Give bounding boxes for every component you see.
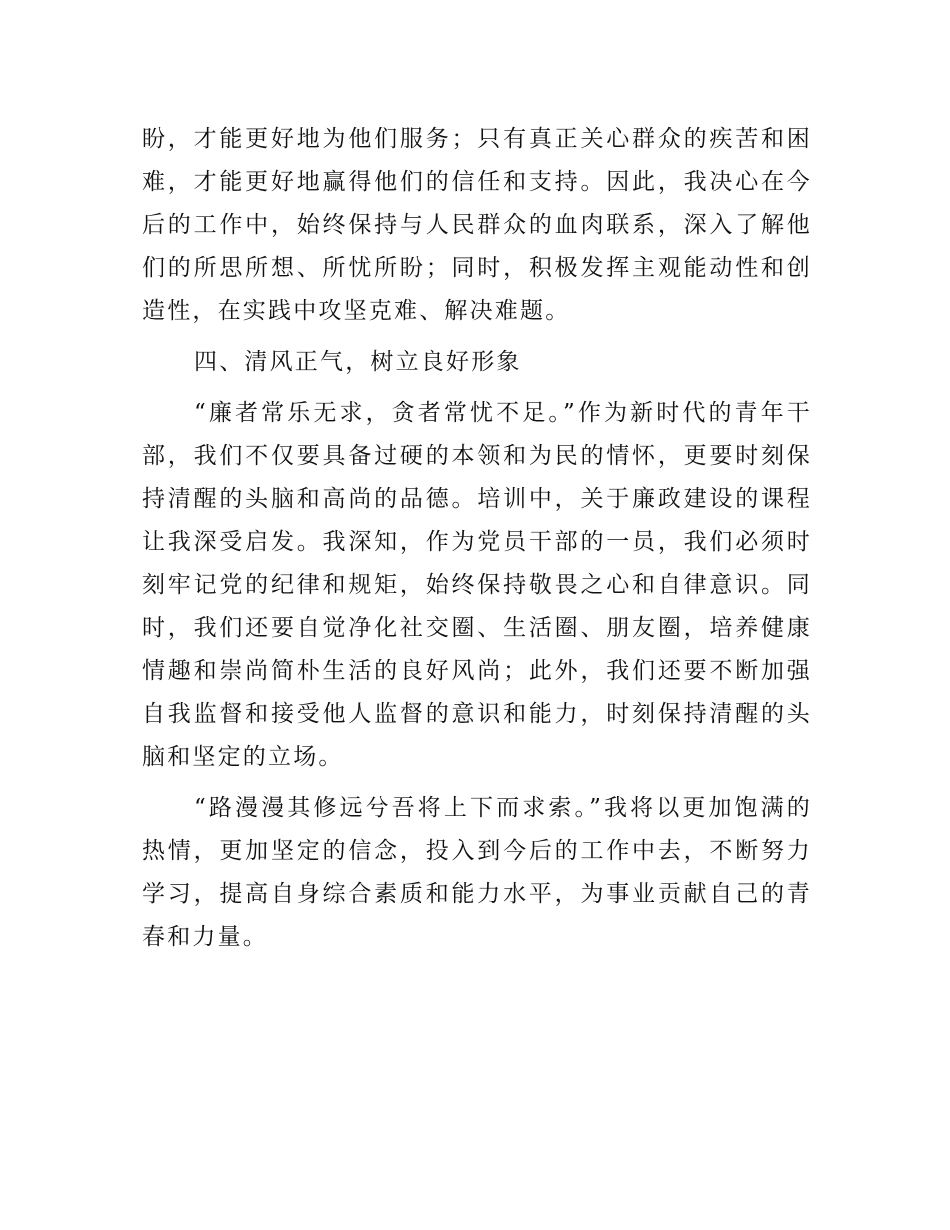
document-body (142, 118, 812, 959)
paragraph-continuation: 盼，才能更好地为他们服务；只有真正关心群众的疾苦和困难，才能更好地赢得他们的信任和支持。因此，我决心在今后的工作中，始终保持与人民群众的血肉联系，深入了解他们的所思所想、所忧所盼；同时，积极发挥主观能动性和创造性，在实践中攻坚克难、解决难题。 (142, 126, 812, 324)
section-heading: 四、清风正气，树立良好形象 (194, 349, 522, 375)
paragraph-integrity: “廉者常乐无求，贪者常忧不足。”作为新时代的青年干部，我们不仅要具备过硬的本领和为民的情怀，更要时刻保持清醒的头脑和高尚的品德。培训中，关于廉政建设的课程让我深受启发。我深知，作为党员干部的一员，我们必须时刻牢记党的纪律和规矩，始终保持敬畏之心和自律意识。同时，我们还要自觉净化社交圈、生活圈、朋友圈，培养健康情趣和崇尚简朴生活的良好风尚；此外，我们还要不断加强自我监督和接受他人监督的意识和能力，时刻保持清醒的头脑和坚定的立场。 (142, 400, 812, 770)
paragraph-conclusion: “路漫漫其修远兮吾将上下而求索。”我将以更加饱满的热情，更加坚定的信念，投入到今后的工作中去，不断努力学习，提高自身综合素质和能力水平，为事业贡献自己的青春和力量。 (142, 795, 812, 950)
